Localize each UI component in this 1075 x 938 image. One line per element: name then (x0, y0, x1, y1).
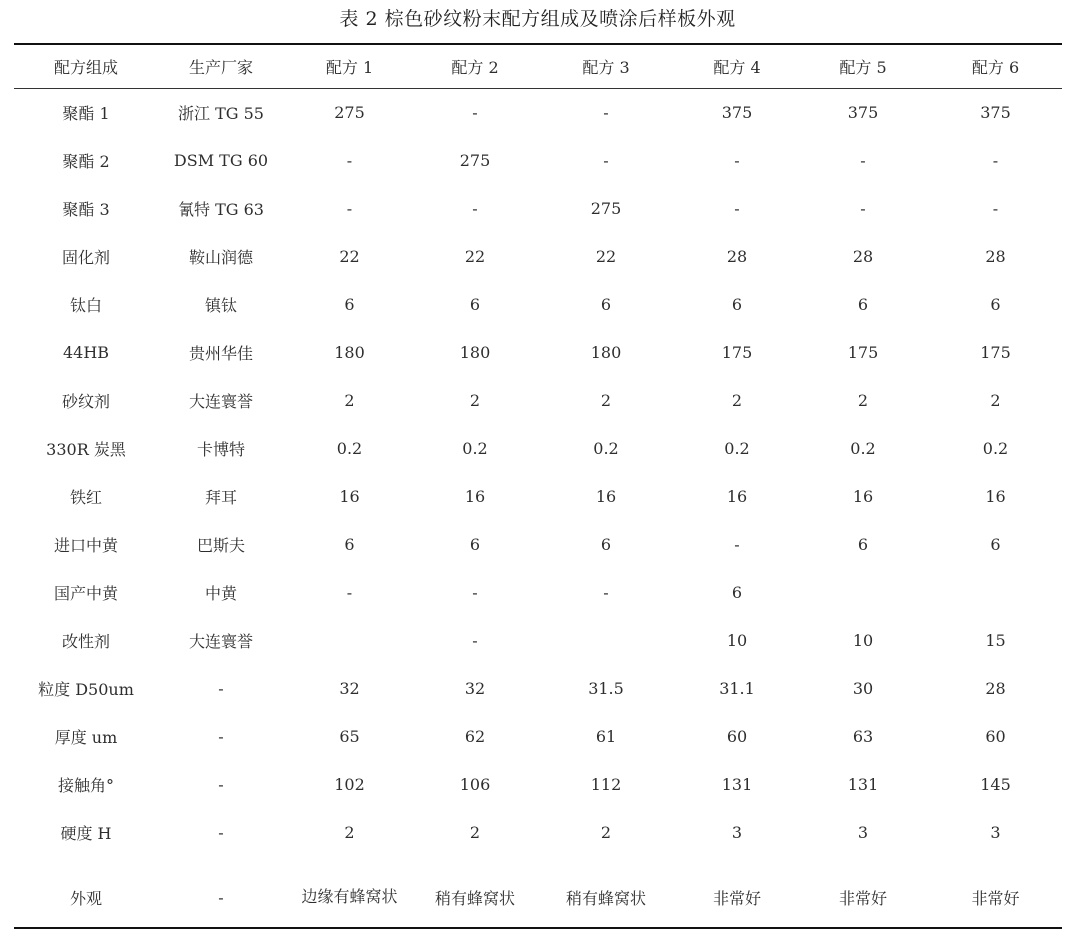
formula-value-cell: 2 (600, 822, 612, 842)
formula-value-cell: - (992, 150, 999, 170)
manufacturer-cell: 卡博特 (196, 439, 245, 459)
formula-value-cell: 180 (459, 342, 491, 362)
formula-value-cell: 2 (600, 390, 612, 410)
formula-value-cell: 28 (985, 678, 1006, 698)
formula-value-cell: - (472, 198, 478, 218)
formula-value-cell: 6 (344, 534, 355, 554)
formula-value-cell: 稍有蜂窝状 (434, 888, 515, 908)
header-cell-formula-2: 配方 2 (451, 58, 499, 77)
header-cell-formula-3: 配方 3 (582, 58, 630, 77)
table-caption: 表 2 棕色砂纹粉末配方组成及喷涂后样板外观 (339, 8, 736, 30)
formula-value-cell: 131 (721, 774, 753, 794)
formula-value-cell: 6 (731, 294, 743, 314)
formula-value-cell (284, 856, 415, 938)
manufacturer-cell: 大连寰誉 (188, 391, 253, 411)
formula-value-cell: 稍有蜂窝状 (565, 888, 646, 908)
formula-value-cell (284, 616, 415, 664)
header-cell-manufacturer: 生产厂家 (188, 58, 253, 77)
formula-value-cell: 6 (469, 294, 481, 314)
manufacturer-cell: 巴斯夫 (196, 535, 245, 555)
formula-value-cell: - (472, 102, 478, 122)
formula-value-cell: 2 (469, 822, 481, 842)
formula-value-cell: 6 (857, 534, 869, 554)
header-row (14, 45, 1062, 88)
formula-value-cell: 106 (459, 774, 491, 794)
formula-value-cell: 31.1 (719, 678, 755, 698)
formula-value-cell: 32 (339, 678, 360, 698)
formula-value-cell: - (860, 150, 866, 170)
formula-value-cell: 6 (990, 294, 1001, 314)
formula-value-cell: 6 (469, 534, 481, 554)
row-label-cell: 硬度 H (60, 823, 112, 843)
manufacturer-cell: 贵州华佳 (188, 343, 253, 363)
formula-value-cell: 6 (731, 582, 743, 602)
formula-value-cell: 16 (464, 486, 486, 506)
row-label-cell: 粒度 D50um (38, 679, 134, 699)
formula-value-cell: 6 (857, 294, 869, 314)
row-label-cell: 330R 炭黑 (46, 439, 126, 459)
formula-value-cell: 3 (857, 822, 869, 842)
row-label-cell: 接触角° (57, 775, 114, 795)
formula-value-cell: 60 (985, 726, 1006, 746)
table-body (14, 88, 1062, 938)
header-cell-formula-5: 配方 5 (839, 58, 887, 77)
formula-value-cell: 6 (344, 294, 355, 314)
formula-value-cell: - (346, 198, 353, 218)
formula-value-cell: 非常好 (712, 888, 761, 908)
formula-value-cell: - (603, 582, 609, 602)
formula-value-cell: 16 (852, 486, 874, 506)
formula-value-cell (929, 568, 1062, 616)
formula-value-cell: 175 (721, 342, 753, 362)
formula-value-cell: - (734, 534, 740, 554)
formula-value-cell: 131 (847, 774, 879, 794)
manufacturer-cell: - (218, 887, 224, 907)
formula-value-cell: 2 (731, 390, 743, 410)
formula-value-cell: 175 (980, 342, 1011, 362)
manufacturer-cell: 氰特 TG 63 (178, 199, 264, 219)
header-cell-formula-6: 配方 6 (971, 58, 1020, 77)
formula-value-cell: 65 (339, 726, 360, 746)
formula-value-cell: 28 (726, 246, 748, 266)
manufacturer-cell: - (218, 678, 224, 698)
formula-value-cell: 145 (980, 774, 1011, 794)
formula-value-cell: 275 (334, 102, 365, 122)
formula-value-cell: 31.5 (588, 678, 624, 698)
table-row (14, 424, 1062, 472)
row-label-cell: 聚酯 1 (62, 103, 110, 123)
formula-value-cell: 0.2 (850, 438, 876, 458)
row-label-cell: 钛白 (69, 295, 102, 315)
table-header (14, 45, 1062, 88)
formula-value-cell: 15 (985, 630, 1006, 650)
formula-value-cell: 30 (852, 678, 874, 698)
formula-value-cell: 2 (990, 390, 1001, 410)
formula-value-cell: 3 (731, 822, 743, 842)
formula-value-cell: 375 (980, 102, 1011, 122)
formula-value-cell: 275 (590, 198, 622, 218)
formula-value-cell: - (472, 630, 478, 650)
table-row (14, 712, 1062, 760)
formula-value-cell: 32 (464, 678, 486, 698)
formula-value-cell: 2 (857, 390, 869, 410)
formula-value-cell (797, 568, 929, 616)
formula-value-cell: 0.2 (336, 438, 363, 458)
table-row (14, 808, 1062, 856)
header-cell-composition: 配方组成 (53, 58, 118, 77)
formula-value-cell: 102 (334, 774, 365, 794)
manufacturer-cell: 浙江 TG 55 (178, 103, 264, 123)
formula-value-cell: 2 (344, 390, 355, 410)
formula-value-cell: 0.2 (462, 438, 488, 458)
formula-value-cell (535, 616, 677, 664)
row-label-cell: 固化剂 (61, 247, 110, 267)
formula-value-cell: 3 (990, 822, 1001, 842)
manufacturer-cell: - (218, 726, 224, 746)
row-label-cell: 44HB (62, 342, 110, 362)
table-row (14, 184, 1062, 232)
manufacturer-cell: 鞍山润德 (188, 247, 253, 267)
formula-value-cell: - (860, 198, 866, 218)
formula-value-cell: 61 (595, 726, 617, 746)
formula-value-cell: 175 (847, 342, 879, 362)
table-row (14, 472, 1062, 520)
formula-value-cell: - (734, 150, 740, 170)
table-row (14, 376, 1062, 424)
row-label-cell: 厚度 um (54, 727, 118, 747)
formula-value-cell: 0.2 (724, 438, 750, 458)
table-row (14, 88, 1062, 136)
formula-value-cell: 非常好 (838, 888, 887, 908)
manufacturer-cell: 拜耳 (204, 487, 237, 507)
manufacturer-cell: 镇钛 (204, 295, 237, 315)
manufacturer-cell: 中黄 (204, 583, 237, 603)
formula-value-cell: 16 (726, 486, 748, 506)
row-label-cell: 国产中黄 (53, 583, 118, 603)
table-row (14, 520, 1062, 568)
formula-value-cell: 60 (726, 726, 748, 746)
formula-value-cell: 22 (595, 246, 617, 266)
formula-value-cell: 非常好 (971, 888, 1020, 908)
formula-value-cell: - (472, 582, 478, 602)
table-row (14, 856, 1062, 938)
formula-value-cell: 2 (469, 390, 481, 410)
formula-value-cell: 22 (339, 246, 360, 266)
table-row (14, 664, 1062, 712)
table-row (14, 328, 1062, 376)
row-label-cell: 铁红 (69, 487, 102, 507)
formula-value-cell: 6 (990, 534, 1001, 554)
formula-value-cell: - (603, 150, 609, 170)
formula-value-cell: 0.2 (593, 438, 619, 458)
formula-value-cell: - (992, 198, 999, 218)
row-label-cell: 进口中黄 (53, 535, 118, 555)
row-label-cell: 砂纹剂 (61, 391, 110, 411)
formula-value-cell: - (734, 198, 740, 218)
formula-value-cell: 180 (590, 342, 622, 362)
formula-value-cell: 6 (600, 534, 612, 554)
formula-value-cell: 275 (459, 150, 491, 170)
manufacturer-cell: - (218, 822, 224, 842)
table-row (14, 760, 1062, 808)
formula-value-cell: 62 (464, 726, 486, 746)
formula-value-cell: 22 (464, 246, 486, 266)
manufacturer-cell: DSM TG 60 (173, 150, 269, 170)
formula-value-cell: 0.2 (982, 438, 1009, 458)
formula-value-cell: 10 (852, 630, 874, 650)
formula-value-cell: 10 (726, 630, 748, 650)
row-label-cell: 聚酯 3 (62, 199, 110, 219)
formula-value-cell: 180 (334, 342, 365, 362)
formula-value-cell: - (346, 150, 353, 170)
manufacturer-cell: 大连寰誉 (188, 631, 253, 651)
row-label-cell: 改性剂 (61, 631, 110, 651)
row-label-cell: 外观 (69, 888, 102, 908)
row-label-cell: 聚酯 2 (62, 151, 110, 171)
wrapped-cell-text: 边缘有蜂窝状 (301, 887, 398, 906)
manufacturer-cell: - (218, 774, 224, 794)
formula-value-cell: 112 (590, 774, 622, 794)
formula-value-cell: 16 (985, 486, 1006, 506)
formula-value-cell: 16 (339, 486, 360, 506)
formula-value-cell: - (346, 582, 353, 602)
header-cell-formula-1: 配方 1 (325, 58, 374, 77)
table-row (14, 232, 1062, 280)
table-row (14, 616, 1062, 664)
formulation-table (14, 45, 1062, 938)
formula-value-cell: 6 (600, 294, 612, 314)
formula-value-cell: 375 (721, 102, 753, 122)
formula-value-cell: 63 (852, 726, 874, 746)
formula-value-cell: 2 (344, 822, 355, 842)
formula-value-cell: 28 (985, 246, 1006, 266)
formula-value-cell: 375 (847, 102, 879, 122)
header-cell-formula-4: 配方 4 (713, 58, 761, 77)
table-row (14, 280, 1062, 328)
formula-value-cell: 16 (595, 486, 617, 506)
formula-value-cell: 28 (852, 246, 874, 266)
formula-value-cell: - (603, 102, 609, 122)
table-row (14, 136, 1062, 184)
table-row (14, 568, 1062, 616)
